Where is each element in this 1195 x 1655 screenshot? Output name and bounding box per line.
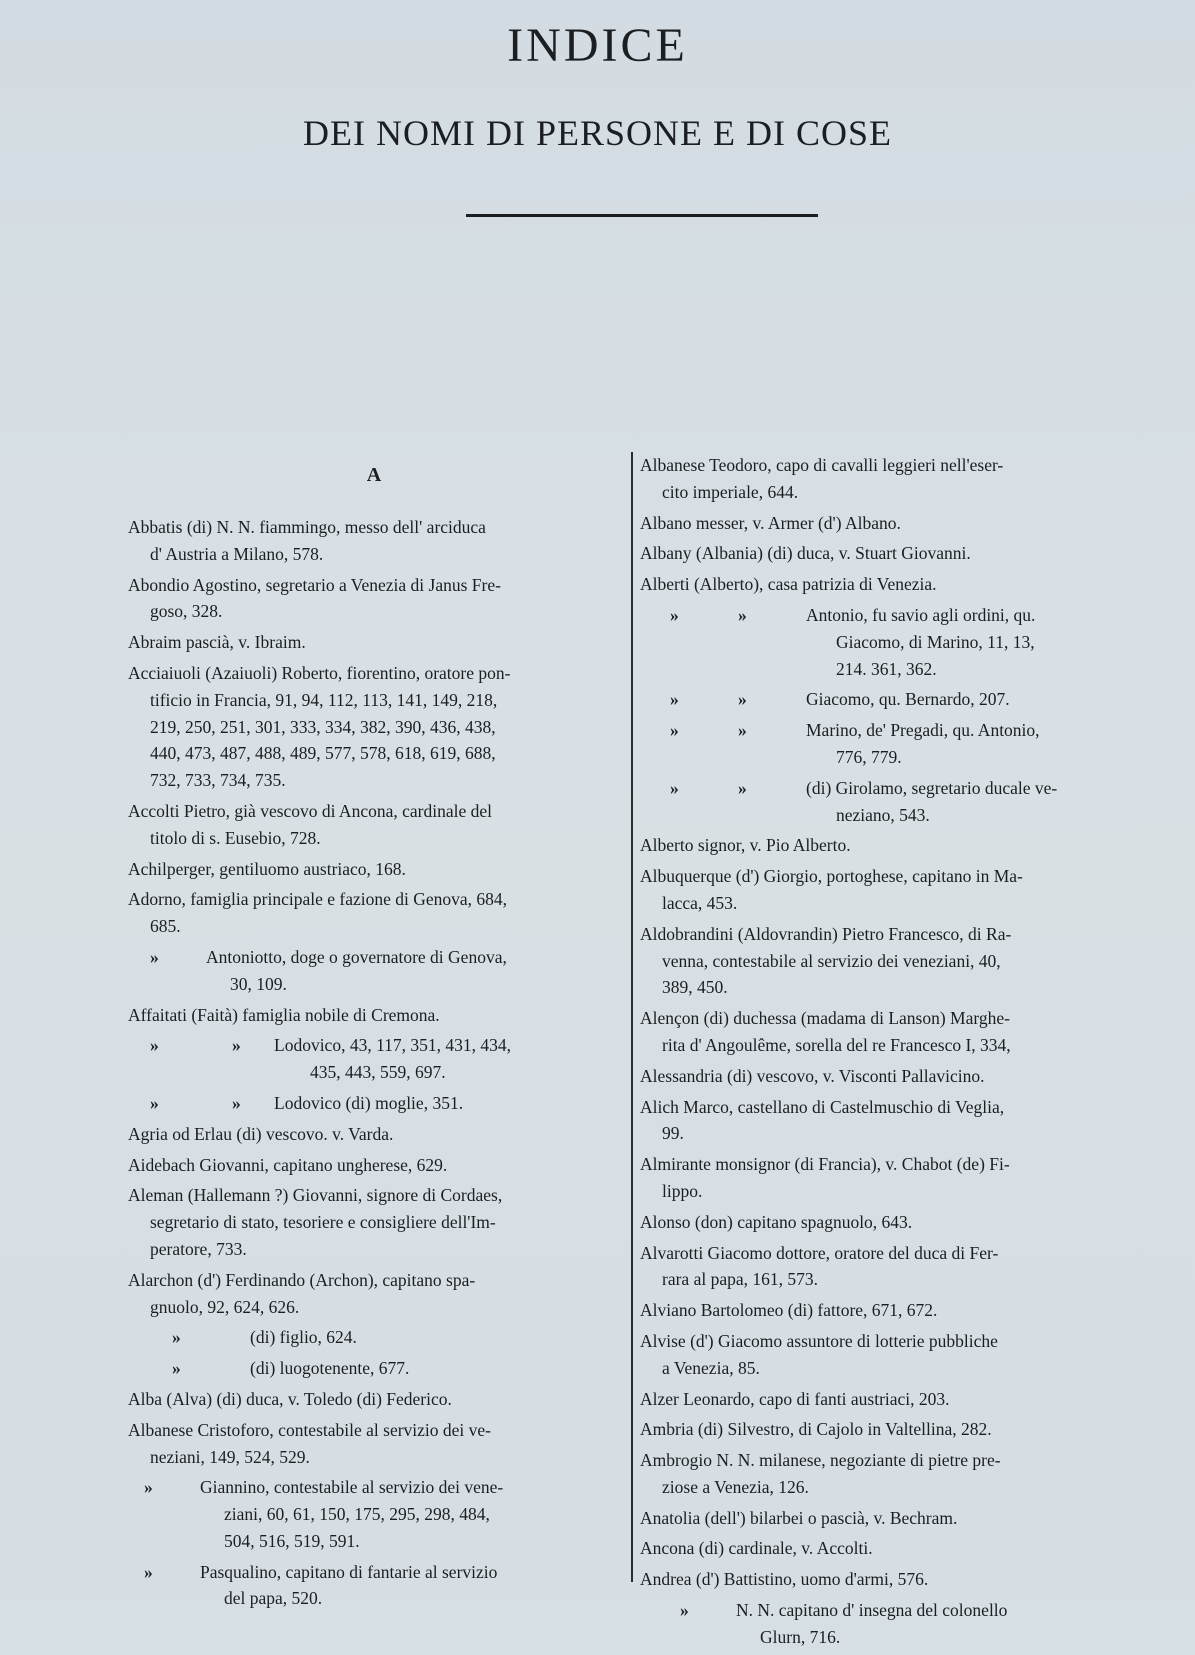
ditto-mark: »: [670, 777, 679, 798]
index-subentry: » Pasqualino, capitano di fantarie al servizio del papa, 520.: [128, 1559, 620, 1613]
ditto-mark: »: [738, 777, 747, 798]
index-subentry: » Antoniotto, doge o governatore di Genova, 30, 109.: [128, 944, 620, 998]
index-entry: Alzer Leonardo, capo di fanti austriaci, 203.: [640, 1388, 950, 1409]
index-entry: Ancona (di) cardinale, v. Accolti.: [640, 1538, 873, 1559]
index-entry: Albanese Teodoro, capo di cavalli leggieri nell'eser- cito imperiale, 644.: [640, 455, 1004, 502]
title-rule: [466, 214, 818, 217]
index-subentry: » Giannino, contestabile al servizio dei vene- ziani, 60, 61, 150, 175, 295, 298, 484, 504, 516, 519, 591.: [128, 1474, 620, 1554]
index-subentry: » » (di) Girolamo, segretario ducale ve- neziano, 543.: [640, 775, 1148, 829]
index-entry: Abraim pascià, v. Ibraim.: [128, 632, 306, 653]
index-entry: Accolti Pietro, già vescovo di Ancona, cardinale del titolo di s. Eusebio, 728.: [128, 800, 492, 848]
page-subtitle: DEI NOMI DI PERSONE E DI COSE: [303, 113, 892, 153]
index-entry: Ambrogio N. N. milanese, negoziante di pietre pre- ziose a Venezia, 126.: [640, 1450, 1001, 1497]
index-entry: Anatolia (dell') bilarbei o pascià, v. Bechram.: [640, 1507, 958, 1528]
ditto-mark: »: [738, 689, 747, 710]
index-subentry: » (di) figlio, 624.: [128, 1324, 620, 1351]
index-entry: Almirante monsignor (di Francia), v. Chabot (de) Fi- lippo.: [640, 1154, 1010, 1201]
ditto-mark: »: [738, 604, 747, 625]
index-entry: Aldobrandini (Aldovrandin) Pietro Francesco, di Ra- venna, contestabile al servizio dei veneziani, 40, 389, 450.: [640, 923, 1012, 998]
index-entry: Alberti (Alberto), casa patrizia di Venezia.: [640, 574, 937, 595]
index-entry: Adorno, famiglia principale e fazione di Genova, 684, 685.: [128, 889, 508, 937]
index-entry: Alençon (di) duchessa (madama di Lanson) Marghe- rita d' Angoulême, sorella del re Francesco I, 334,: [640, 1008, 1011, 1055]
index-entry: Aidebach Giovanni, capitano ungherese, 629.: [128, 1154, 448, 1175]
index-entry: Alarchon (d') Ferdinando (Archon), capitano spa- gnuolo, 92, 624, 626.: [128, 1269, 476, 1317]
index-subentry: » (di) luogotenente, 677.: [128, 1355, 620, 1382]
left-column: [128, 452, 620, 1616]
right-column: [640, 452, 1148, 1655]
index-entry: Albany (Albania) (di) duca, v. Stuart Giovanni.: [640, 543, 971, 564]
ditto-mark: »: [150, 1035, 159, 1056]
ditto-mark: »: [172, 1327, 181, 1348]
section-letter: A: [366, 464, 382, 486]
ditto-mark: »: [144, 1477, 153, 1498]
ditto-mark: »: [150, 946, 159, 967]
index-entry: Alonso (don) capitano spagnuolo, 643.: [640, 1211, 913, 1232]
ditto-mark: »: [144, 1561, 153, 1582]
index-subentry: » N. N. capitano d' insegna del colonello Glurn, 716.: [640, 1597, 1148, 1651]
ditto-mark: »: [232, 1092, 241, 1113]
ditto-mark: »: [670, 604, 679, 625]
index-subentry: » » Giacomo, qu. Bernardo, 207.: [640, 686, 1148, 713]
index-entry: Agria od Erlau (di) vescovo. v. Varda.: [128, 1123, 394, 1144]
index-entry: Aleman (Hallemann ?) Giovanni, signore di Cordaes, segretario di stato, tesoriere e consigliere dell'Im- peratore, 733.: [128, 1185, 503, 1259]
index-entry: Acciaiuoli (Azaiuoli) Roberto, fiorentino, oratore pon- tificio in Francia, 91, 94, 112, 113, 141, 149, 218, 219, 250, 251, 301, 333, 334, 382, 390, 436, 438, 440, 473, 487, 488, 489, 577, 578, 618, 619, 688, 732, 733, 734, 735.: [128, 662, 511, 791]
index-subentry: » » Lodovico (di) moglie, 351.: [128, 1090, 620, 1117]
ditto-mark: »: [172, 1358, 181, 1379]
page-title: INDICE: [507, 19, 688, 72]
index-entry: Alvarotti Giacomo dottore, oratore del duca di Fer- rara al papa, 161, 573.: [640, 1242, 999, 1290]
index-entry: Albano messer, v. Armer (d') Albano.: [640, 512, 901, 533]
index-entry: Abbatis (di) N. N. fiammingo, messo dell' arciduca d' Austria a Milano, 578.: [128, 517, 486, 564]
index-entry: Abondio Agostino, segretario a Venezia di Janus Fre- goso, 328.: [128, 574, 501, 622]
ditto-mark: »: [738, 720, 747, 741]
index-entry: Albuquerque (d') Giorgio, portoghese, capitano in Ma- lacca, 453.: [640, 866, 1023, 913]
index-entry: Alich Marco, castellano di Castelmuschio di Veglia, 99.: [640, 1096, 1005, 1144]
index-subentry: » » Antonio, fu savio agli ordini, qu. Giacomo, di Marino, 11, 13, 214. 361, 362.: [640, 602, 1148, 682]
index-entry: Alessandria (di) vescovo, v. Visconti Pallavicino.: [640, 1065, 985, 1086]
column-divider: [631, 452, 633, 1582]
index-entry: Achilperger, gentiluomo austriaco, 168.: [128, 858, 406, 879]
index-entry: Alviano Bartolomeo (di) fattore, 671, 672.: [640, 1300, 938, 1321]
index-entry: Alba (Alva) (di) duca, v. Toledo (di) Federico.: [128, 1388, 452, 1409]
ditto-mark: »: [150, 1092, 159, 1113]
ditto-mark: »: [670, 689, 679, 710]
index-entry: Alvise (d') Giacomo assuntore di lotterie pubbliche a Venezia, 85.: [640, 1330, 998, 1378]
index-entry: Albanese Cristoforo, contestabile al servizio dei ve- neziani, 149, 524, 529.: [128, 1419, 492, 1467]
index-entry: Andrea (d') Battistino, uomo d'armi, 576.: [640, 1569, 929, 1590]
index-entry: Ambria (di) Silvestro, di Cajolo in Valtellina, 282.: [640, 1419, 992, 1440]
index-entry: Affaitati (Faità) famiglia nobile di Cremona.: [128, 1004, 440, 1025]
index-entry: Alberto signor, v. Pio Alberto.: [640, 835, 851, 856]
ditto-mark: »: [680, 1600, 689, 1621]
ditto-mark: »: [232, 1035, 241, 1056]
index-subentry: » » Marino, de' Pregadi, qu. Antonio, 776, 779.: [640, 717, 1148, 771]
ditto-mark: »: [670, 720, 679, 741]
index-subentry: » » Lodovico, 43, 117, 351, 431, 434, 435, 443, 559, 697.: [128, 1032, 620, 1086]
